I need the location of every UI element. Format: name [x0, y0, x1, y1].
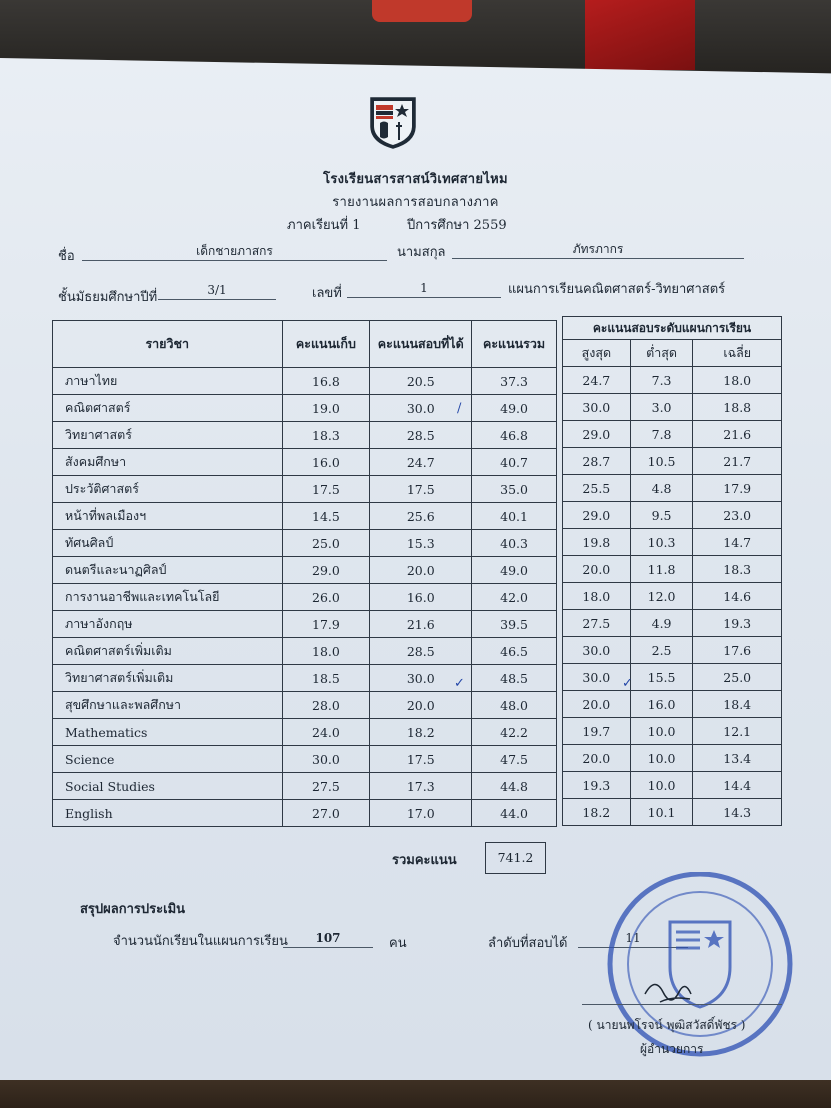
first-name-label: ชื่อ [58, 249, 75, 264]
sum-value: 741.2 [485, 842, 546, 874]
cell-exam: 18.2 [370, 719, 472, 746]
cell-subject: ประวัติศาสตร์ [53, 476, 283, 503]
cell-collected: 19.0 [282, 395, 370, 422]
table-row [53, 692, 557, 719]
cell-min: 10.3 [630, 529, 693, 556]
table-row [53, 773, 557, 800]
cell-exam: 21.6 [370, 611, 472, 638]
students-unit: คน [389, 936, 407, 951]
cell-collected: 24.0 [282, 719, 370, 746]
background-red-object [372, 0, 472, 22]
cell-min: 11.8 [630, 556, 693, 583]
pen-check-mark: ✓ [622, 676, 633, 691]
cell-total: 44.8 [472, 773, 557, 800]
table-row [563, 745, 782, 772]
table-row [53, 719, 557, 746]
cell-collected: 17.9 [282, 611, 370, 638]
cell-total: 44.0 [472, 800, 557, 827]
cell-subject: English [53, 800, 283, 827]
cell-total: 46.8 [472, 422, 557, 449]
cell-min: 10.5 [630, 448, 693, 475]
cell-exam: 15.3 [370, 530, 472, 557]
cell-exam: 20.0 [370, 692, 472, 719]
cell-avg: 23.0 [693, 502, 782, 529]
grade-label: ชั้นมัธยมศึกษาปีที่ [58, 290, 158, 305]
cell-collected: 17.5 [282, 476, 370, 503]
signatory-title: ผู้อำนวยการ [640, 1042, 704, 1056]
cell-total: 49.0 [472, 395, 557, 422]
cell-collected: 29.0 [282, 557, 370, 584]
table-row [53, 800, 557, 827]
cell-avg: 13.4 [693, 745, 782, 772]
cell-total: 47.5 [472, 746, 557, 773]
scores-table [52, 320, 557, 827]
cell-subject: หน้าที่พลเมืองฯ [53, 503, 283, 530]
cell-max: 29.0 [563, 421, 631, 448]
table-row [563, 691, 782, 718]
table-row [53, 476, 557, 503]
cell-max: 19.3 [563, 772, 631, 799]
cell-subject: วิทยาศาสตร์ [53, 422, 283, 449]
cell-total: 40.7 [472, 449, 557, 476]
table-row [563, 421, 782, 448]
grade-value: 3/1 [158, 282, 276, 300]
cell-avg: 18.4 [693, 691, 782, 718]
cell-total: 42.2 [472, 719, 557, 746]
cell-exam: 17.5 [370, 746, 472, 773]
cell-min: 15.5 [630, 664, 693, 691]
cell-collected: 28.0 [282, 692, 370, 719]
cell-min: 2.5 [630, 637, 693, 664]
cell-exam: 30.0 [370, 395, 472, 422]
last-name-label: นามสกุล [397, 245, 446, 260]
cell-total: 46.5 [472, 638, 557, 665]
cell-max: 27.5 [563, 610, 631, 637]
table-row [53, 665, 557, 692]
cell-max: 24.7 [563, 367, 631, 394]
number-value: 1 [347, 280, 501, 298]
cell-max: 20.0 [563, 556, 631, 583]
table-row [563, 394, 782, 421]
cell-max: 19.8 [563, 529, 631, 556]
cell-min: 10.0 [630, 718, 693, 745]
cell-avg: 14.4 [693, 772, 782, 799]
cell-max: 20.0 [563, 691, 631, 718]
cell-avg: 14.6 [693, 583, 782, 610]
cell-total: 48.0 [472, 692, 557, 719]
cell-min: 10.0 [630, 772, 693, 799]
cell-min: 16.0 [630, 691, 693, 718]
cell-avg: 17.9 [693, 475, 782, 502]
cell-subject: Mathematics [53, 719, 283, 746]
cell-exam: 20.5 [370, 368, 472, 395]
cell-collected: 18.5 [282, 665, 370, 692]
cell-subject: ภาษาไทย [53, 368, 283, 395]
cell-exam: 25.6 [370, 503, 472, 530]
program-label: แผนการเรียนคณิตศาสตร์-วิทยาศาสตร์ [508, 282, 726, 297]
cell-min: 9.5 [630, 502, 693, 529]
cell-subject: คณิตศาสตร์เพิ่มเติม [53, 638, 283, 665]
header-max: สูงสุด [563, 340, 631, 367]
signatory-name: ( นายนพโรจน์ พุฒิสวัสดิ์พัชร ) [588, 1018, 746, 1032]
cell-min: 7.3 [630, 367, 693, 394]
cell-min: 10.0 [630, 745, 693, 772]
cell-max: 29.0 [563, 502, 631, 529]
cell-exam: 28.5 [370, 638, 472, 665]
header-program-group: คะแนนสอบระดับแผนการเรียน [563, 317, 782, 340]
cell-total: 49.0 [472, 557, 557, 584]
report-title: รายงานผลการสอบกลางภาค [332, 195, 499, 210]
cell-exam: 16.0 [370, 584, 472, 611]
sum-label: รวมคะแนน [392, 853, 457, 868]
cell-collected: 16.8 [282, 368, 370, 395]
cell-subject: สุขศึกษาและพลศึกษา [53, 692, 283, 719]
cell-subject: สังคมศึกษา [53, 449, 283, 476]
table-row [563, 367, 782, 394]
table-row [563, 583, 782, 610]
cell-total: 35.0 [472, 476, 557, 503]
cell-max: 30.0 [563, 637, 631, 664]
cell-subject: คณิตศาสตร์ [53, 395, 283, 422]
cell-avg: 14.3 [693, 799, 782, 826]
cell-collected: 30.0 [282, 746, 370, 773]
table-row [563, 610, 782, 637]
summary-heading: สรุปผลการประเมิน [80, 902, 186, 917]
table-row [53, 530, 557, 557]
pen-check-mark: / [457, 401, 462, 416]
cell-collected: 16.0 [282, 449, 370, 476]
cell-avg: 17.6 [693, 637, 782, 664]
table-row [53, 395, 557, 422]
header-total: คะแนนรวม [472, 321, 557, 368]
cell-avg: 14.7 [693, 529, 782, 556]
program-stats-table [562, 316, 782, 826]
cell-max: 20.0 [563, 745, 631, 772]
rank-value: 11 [578, 930, 688, 948]
cell-total: 40.3 [472, 530, 557, 557]
cell-avg: 19.3 [693, 610, 782, 637]
header-min: ต่ำสุด [630, 340, 693, 367]
cell-collected: 26.0 [282, 584, 370, 611]
cell-min: 10.1 [630, 799, 693, 826]
cell-collected: 27.0 [282, 800, 370, 827]
cell-exam: 20.0 [370, 557, 472, 584]
table-row [563, 772, 782, 799]
cell-exam: 24.7 [370, 449, 472, 476]
table-row [53, 503, 557, 530]
cell-max: 30.0 [563, 394, 631, 421]
signature-icon [640, 972, 710, 1012]
cell-avg: 21.7 [693, 448, 782, 475]
cell-collected: 14.5 [282, 503, 370, 530]
cell-avg: 21.6 [693, 421, 782, 448]
cell-max: 18.0 [563, 583, 631, 610]
cell-subject: การงานอาชีพและเทคโนโลยี [53, 584, 283, 611]
cell-min: 4.9 [630, 610, 693, 637]
signature-line [582, 1004, 782, 1005]
cell-collected: 18.3 [282, 422, 370, 449]
header-collected: คะแนนเก็บ [282, 321, 370, 368]
cell-avg: 18.0 [693, 367, 782, 394]
cell-exam: 17.0 [370, 800, 472, 827]
cell-subject: ภาษาอังกฤษ [53, 611, 283, 638]
cell-subject: Science [53, 746, 283, 773]
cell-subject: ทัศนศิลป์ [53, 530, 283, 557]
cell-total: 48.5 [472, 665, 557, 692]
header-subject: รายวิชา [53, 321, 283, 368]
cell-subject: Social Studies [53, 773, 283, 800]
cell-exam: 17.5 [370, 476, 472, 503]
year-label: ปีการศึกษา 2559 [407, 218, 507, 233]
number-label: เลขที่ [312, 286, 342, 301]
header-avg: เฉลี่ย [693, 340, 782, 367]
table-row [563, 637, 782, 664]
cell-total: 37.3 [472, 368, 557, 395]
table-row [53, 557, 557, 584]
table-row [563, 799, 782, 826]
cell-max: 30.0 [563, 664, 631, 691]
table-row [53, 368, 557, 395]
cell-collected: 25.0 [282, 530, 370, 557]
students-count: 107 [283, 930, 373, 948]
table-row [563, 556, 782, 583]
cell-total: 40.1 [472, 503, 557, 530]
first-name-value: เด็กชายภาสกร [82, 243, 387, 261]
table-row [53, 611, 557, 638]
pen-check-mark: ✓ [454, 676, 465, 691]
school-crest-icon [369, 96, 417, 150]
table-row [563, 475, 782, 502]
cell-avg: 18.8 [693, 394, 782, 421]
students-label: จำนวนนักเรียนในแผนการเรียน [113, 934, 288, 949]
cell-avg: 18.3 [693, 556, 782, 583]
cell-max: 25.5 [563, 475, 631, 502]
rank-label: ลำดับที่สอบได้ [488, 936, 568, 951]
cell-subject: ดนตรีและนาฏศิลป์ [53, 557, 283, 584]
cell-collected: 27.5 [282, 773, 370, 800]
cell-exam: 17.3 [370, 773, 472, 800]
school-name: โรงเรียนสารสาสน์วิเทศสายไหม [323, 172, 508, 187]
table-row [563, 664, 782, 691]
cell-collected: 18.0 [282, 638, 370, 665]
cell-max: 18.2 [563, 799, 631, 826]
table-row [53, 746, 557, 773]
cell-min: 12.0 [630, 583, 693, 610]
cell-total: 39.5 [472, 611, 557, 638]
table-row [53, 638, 557, 665]
header-exam: คะแนนสอบที่ได้ [370, 321, 472, 368]
table-row [563, 502, 782, 529]
cell-max: 19.7 [563, 718, 631, 745]
background-red-package [585, 0, 695, 70]
cell-avg: 25.0 [693, 664, 782, 691]
cell-exam: 30.0 [370, 665, 472, 692]
cell-max: 28.7 [563, 448, 631, 475]
cell-min: 3.0 [630, 394, 693, 421]
cell-exam: 28.5 [370, 422, 472, 449]
cell-min: 4.8 [630, 475, 693, 502]
table-row [563, 718, 782, 745]
last-name-value: ภัทรภากร [452, 241, 744, 259]
cell-min: 7.8 [630, 421, 693, 448]
table-row [53, 449, 557, 476]
table-row [53, 584, 557, 611]
table-row [563, 529, 782, 556]
table-row [563, 448, 782, 475]
cell-total: 42.0 [472, 584, 557, 611]
table-row [53, 422, 557, 449]
cell-avg: 12.1 [693, 718, 782, 745]
semester-label: ภาคเรียนที่ 1 [287, 218, 361, 233]
cell-subject: วิทยาศาสตร์เพิ่มเติม [53, 665, 283, 692]
